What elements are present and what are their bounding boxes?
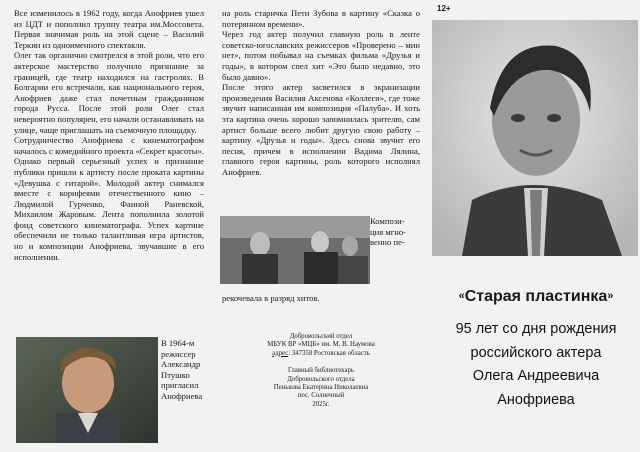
subtitle-line: российского актера [470,344,602,361]
info-address [222,350,420,358]
wrap-line: ция мгно- [370,226,407,237]
wrap-line: венно пе- [370,237,405,248]
info-place: пос. Солнечный [297,392,345,400]
paragraph: Через год актер получил главную роль в ленте советско-югославских режиссеров «Проверено – мин нет», потом побывал на съемках фильма «Друзья и годы», в котором спел хит «Это было недавно, это было давно». [222,29,420,82]
young-actor-photo [16,337,158,443]
paragraph: на роль старичка Пети Зубова в картину «Сказка о потерянном времени». [222,8,420,29]
side-text: В 1964-м режиссер Александр Птушко пригласил Анофриева [161,338,203,401]
actor-portrait-photo [432,20,638,256]
paragraph: Сотрудничество Анофриева с кинематографом началось с комедийного проекта «Секрет красоты». Однако первый серьезный успех и признание публики пришли к артисту после проката картины «Девушка с гитарой». Молодой актер снимался вместе с корифеями отечественного кино – Людмилой Гурченко, Фаиной Раневской, Михаилом Жаровым. Лента пополнила золотой фонд советского кинематографа. Успех картине обеспечили не только талантливая игра артистов, но и композиции Анофриева, звучавшие в его исполнении. [14,135,204,262]
poster-subtitle [436,318,636,412]
poster-title [436,288,636,306]
title-text: Старая пластинка [464,288,608,305]
subtitle-line: Анофриева [497,391,575,408]
address-label: адрес [272,349,289,357]
paragraph: Олег так органично смотрелся в этой роли, что его актерское мастерство получило признание за границей, где театр находился на гастролях. В Болгарии его встречали, как национального героя, Анофриев даже стал почетным гражданином города Русса. После этой роли Олег стал невероятно популярен, его начали останавливать на улице, чаще приглашать на съемочную площадку. [14,50,204,135]
paragraph: После этого актер засветился в экранизации произведения Василия Аксенова «Коллеги», где тоже звучит написанная им композиция «Палуба». И хоть эта картина очень хорошо запомнилась зрителю, сам артист больше всего любит другую свою работу – картину «Друзья и годы». Здесь снова звучит его песня, причем в исполнении Вадима Лялина, главного героя картины, роль которого исполнял Анофриев. [222,82,420,177]
subtitle-line: 95 лет со дня рождения [455,321,617,337]
library-info [222,333,420,409]
info-org: МБУК ВР «МЦБ» им. М. В. Наумова [267,341,375,349]
wrap-text-end: рекочевала в разряд хитов. [222,293,320,303]
info-role2: Добровольского отдела [287,375,355,383]
subtitle-line: Олега Андреевича [472,368,600,384]
wrap-text [370,216,420,248]
info-role: Главный библиотекарь [287,367,354,375]
info-name: Пенькова Екатерина Николаевна [273,384,369,392]
address-value: : 347358 Ростовская область [288,349,370,357]
paragraph: Все изменилось в 1962 году, когда Анофриев ушел из ЦДТ и пополнил труппу театра им.Моссовета. Первая значимая роль на этой сцене – Василий Теркин из одноименного спектакля. [14,8,204,50]
wrap-line: Компози- [370,216,405,226]
info-year: 2025г. [312,400,330,408]
open-quote: « [458,290,465,302]
info-dept: Добровольский отдел [289,333,353,340]
film-still-photo [220,216,370,284]
close-quote: » [607,290,614,302]
age-rating-badge: 12+ [437,4,451,13]
left-text-column [14,8,204,262]
middle-text-column [222,8,420,178]
